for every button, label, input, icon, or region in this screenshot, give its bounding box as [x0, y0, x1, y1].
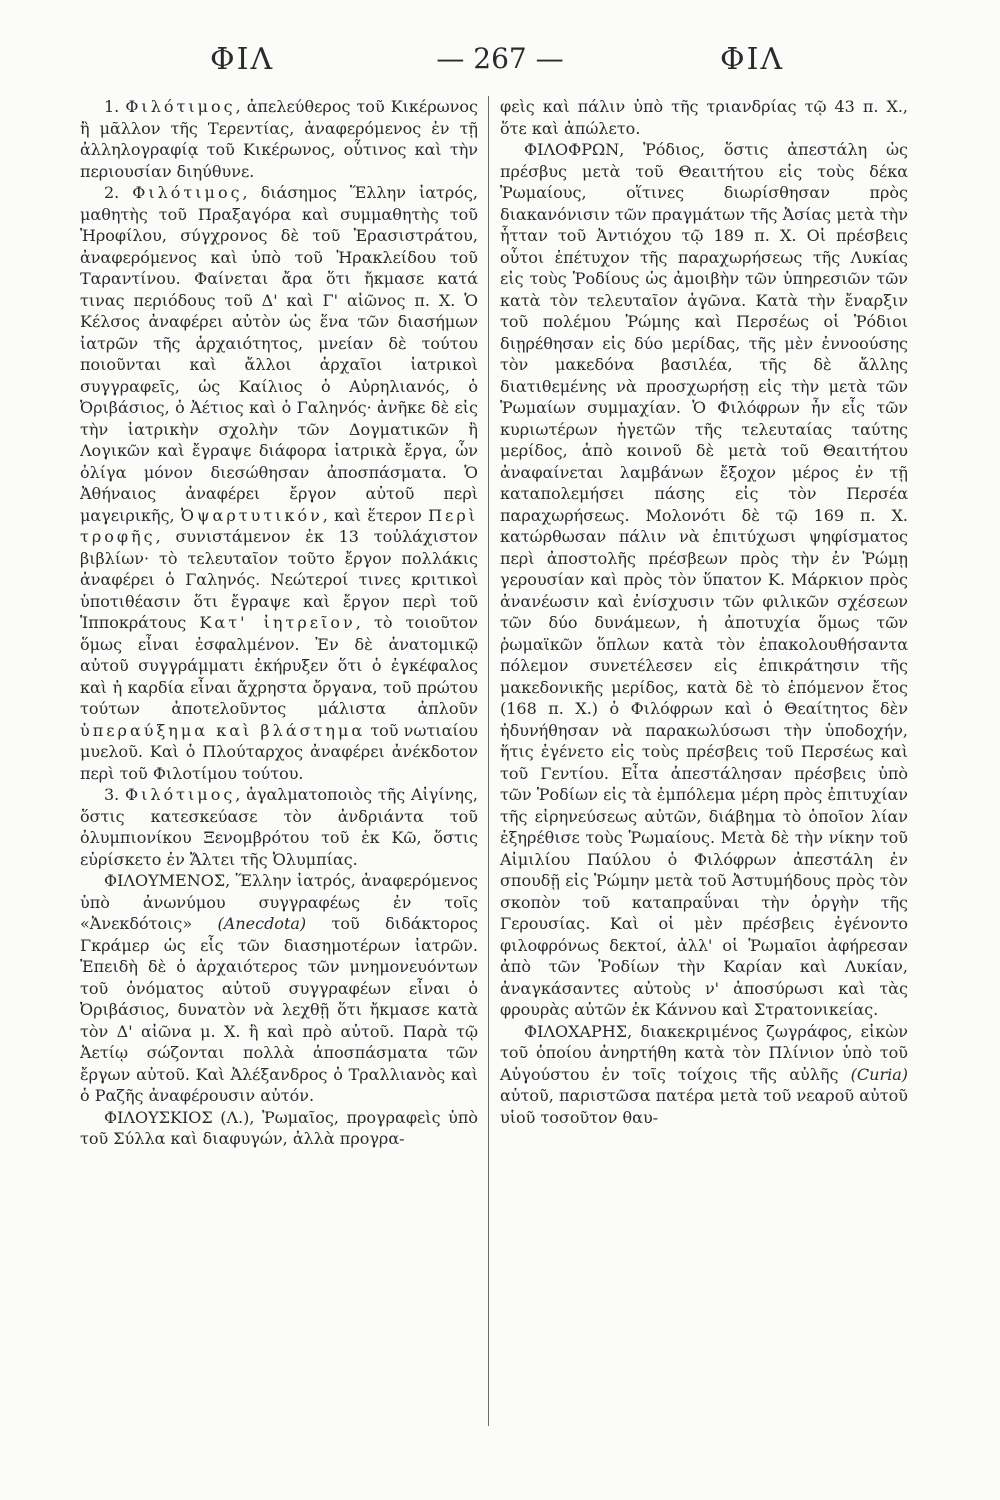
work-title: Ὀψαρτυτικόν [180, 505, 323, 525]
entry-text: , Ῥόδιος, ὅστις ἀπεστάλη ὡς πρέσβυς μετὰ τοῦ Θεαιτήτου εἰς τοὺς δέκα Ῥωμαίους, οἵτινες διωρίσθησαν πρὸς διακανόνισιν τῶν πραγμάτων τῆς Ἀσίας μετὰ τὴν ἧτταν τοῦ Ἀντιόχου τῷ 189 π. Χ. Οἱ πρέσβεις οὗτοι ἐπέτυχον τῆς παραχωρήσεως τῆς Λυκίας εἰς τοὺς Ῥοδίους ὡς ἀμοιβὴν τῶν ὑπηρεσιῶν τῶν κατὰ τὸν τελευταῖον ἀγῶνα. Κατὰ τὴν ἔναρξιν τοῦ πολέμου Ῥώμης καὶ Περσέως οἱ Ῥόδιοι διῃρέθησαν εἰς δύο μερίδας, τῆς μὲν ἐννοούσης τὸν μακεδόνα βασιλέα, τῆς δὲ ἄλλης διατιθεμένης νὰ προσχωρήσῃ εἰς τὴν μετὰ τῶν Ῥωμαίων συμμαχίαν. Ὁ Φιλόφρων ἦν εἷς τῶν κυριωτέρων ἡγετῶν τῆς τελευταίας ταύτης μερίδος, ἀπὸ κοινοῦ δὲ μετὰ τοῦ Θεαιτήτου ἀναφαίνεται λαμβάνων ἔξοχον μέρος ἐν τῇ καταπολεμήσει πάσης εἰς τὸν Περσέα παραχωρήσεως. Μολονότι δὲ τῷ 169 π. Χ. κατώρθωσαν πάλιν νὰ ἐπιτύχωσι ψηφίσματος περὶ ἀποστολῆς πρέσβεων πρὸς τὴν ἐν Ῥώμῃ γερουσίαν καὶ πρὸς τὸν ὕπατον Κ. Μάρκιον πρὸς ἀνανέωσιν καὶ ἐνίσχυσιν τῶν φιλικῶν σχέσεων τῶν δύο δυνάμεων, ἡ ἀποτυχία ὅμως τῶν ῥωμαϊκῶν ὅπλων κατὰ τὸν ἐπακολουθήσαντα πόλεμον συνετέλεσεν εἰς ἐπικράτησιν τῆς μακεδονικῆς μερίδος, κατὰ δὲ τὸ ἑπόμενον ἔτος (168 π. Χ.) ὁ Φιλόφρων καὶ ὁ Θεαίτητος δὲν ἠδυνήθησαν νὰ παρακωλύσωσι τὴν ὑποδοχήν, ἥτις ἐγένετο εἰς τοὺς πρέσβεις τοῦ Περσέως καὶ τοῦ Γεντίου. Εἶτα ἀπεστάλησαν πρέσβεις ὑπὸ τῶν Ῥοδίων εἰς τὰ ἐμπόλεμα μέρη πρὸς ἐπιτυχίαν τῆς εἰρηνεύσεως αὐτῶν, διάβημα τὸ ὁποῖον λίαν ἐξηρέθισε τοὺς Ῥωμαίους. Μετὰ δὲ τὴν νίκην τοῦ Αἰμιλίου Παύλου ὁ Φιλόφρων ἀπεστάλη ἐν σπουδῇ εἰς Ῥώμην μετὰ τοῦ Ἀστυμήδους πρὸς τὸν σκοπὸν τοῦ καταπραΰναι τὴν ὀργὴν τῆς Γερουσίας. Καὶ οἱ μὲν πρέσβεις ἐγένοντο φιλοφρόνως δεκτοί, ἀλλ' οἱ Ῥωμαῖοι ἀφήρεσαν ἀπὸ τῶν Ῥοδίων τὴν Καρίαν καὶ Λυκίαν, ἀναγκάσαντες αὐτοὺς ν' ἀποσύρωσι καὶ τὰς φρουρὰς αὐτῶν ἐκ Κάννου καὶ Στρατονικείας. [500, 140, 908, 1019]
entry-text: , συνιστάμενον ἐκ 13 τοὐλάχιστον βιβλίων· τὸ τελευταῖον τοῦτο ἔργον πολλάκις ἀναφέρει ὁ Γαληνός. Νεώτεροί τινες κριτικοὶ ὑποτιθέασιν ὅτι ἔγραψε καὶ ἔργον περὶ τοῦ Ἱπποκράτους [80, 527, 478, 632]
entry-text: φεὶς καὶ πάλιν ὑπὸ τῆς τριανδρίας τῷ 43 π. Χ., ὅτε καὶ ἀπώλετο. [500, 97, 908, 138]
library-watermark-stamp [640, 1356, 970, 1416]
latin-term: (Anecdota) [217, 914, 307, 933]
entry-number: 1. [104, 97, 126, 116]
entry-headword: ΦΙΛΟΥΜΕΝΟΣ [104, 871, 226, 890]
entry-text: , διακεκριμένος ζωγράφος, εἰκὼν τοῦ ὁποίου ἀνηρτήθη κατὰ τὸν Πλίνιον ὑπὸ τοῦ Αὐγούστου ἐν τοῖς τοίχοις τῆς αὐλῆς [500, 1021, 908, 1084]
latin-term: (Curia) [850, 1064, 908, 1084]
entry-headword: Φιλότιμος [125, 785, 236, 804]
entry-headword: ΦΙΛΟΥΣΚΙΟΣ [104, 1107, 213, 1127]
entry-text: , ἀπελεύθερος τοῦ Κικέρωνος ἢ μᾶλλον τῆς Τερεντίας, ἀναφερόμενος ἐν τῇ ἀλληλογραφίᾳ τοῦ Κικέρωνος, οὗτινος καὶ τὴν περιουσίαν διηύθυνε. [80, 97, 478, 181]
entry-headword: Φιλότιμος [132, 183, 243, 202]
entry-text: , καὶ ἕτερον [322, 505, 429, 525]
entry-headword: ΦΙΛΟΧΑΡΗΣ [524, 1021, 628, 1041]
emphasized-phrase: ὑπεραύξημα καὶ βλάστημα [80, 720, 366, 740]
column-divider [488, 96, 489, 1426]
header-right-guideword: ΦΙΛ [720, 42, 785, 77]
entry-philochares [500, 1021, 908, 1129]
entry-number: 2. [104, 183, 133, 202]
entry-text: , Ἕλλην ἰατρός, ἀναφερόμενος ὑπὸ ἀνωνύμου συγγραφέως ἐν τοῖς «Ἀνεκδότοις» [80, 871, 478, 933]
left-column [80, 96, 478, 1150]
right-column [500, 96, 908, 1128]
entry-philotimos-3 [80, 784, 478, 870]
entry-philouskios [80, 1107, 478, 1150]
entry-text: τοῦ νωτιαίου μυελοῦ. Καὶ ὁ Πλούταρχος ἀναφέρει ἀνέκδοτον περὶ τοῦ Φιλοτίμου τούτου. [80, 720, 479, 783]
entry-number: 3. [104, 785, 125, 804]
entry-philotimos-1 [80, 96, 478, 182]
page-number: — 267 — [436, 42, 564, 75]
entry-headword: Φιλότιμος [125, 97, 236, 116]
work-title: Περὶ τροφῆς [80, 505, 478, 546]
entry-headword: ΦΙΛΟΦΡΩΝ [524, 140, 620, 159]
entry-philophron [500, 139, 908, 1021]
entry-text: τοῦ διδάκτορος Γκράμερ ὡς εἷς τῶν διασημοτέρων ἰατρῶν. Ἐπειδὴ δὲ ὁ ἀρχαιότερος τῶν μνημονευόντων τοῦ ὀνόματος αὐτοῦ συγγραφέων εἶναι ὁ Ὀριβάσιος, δυνατὸν νὰ λεχθῇ ὅτι ἤκμασε κατὰ τὸν Δ' αἰῶνα μ. Χ. ἢ καὶ πρὸ αὐτοῦ. Παρὰ τῷ Ἀετίῳ σώζονται πολλὰ ἀποσπάσματα τῶν ἔργων αὐτοῦ. Καὶ Ἀλέξανδρος ὁ Τραλλιανὸς καὶ ὁ Ραζῆς ἀναφέρουσιν αὐτόν. [80, 914, 478, 1105]
entry-text: , διάσημος Ἕλλην ἰατρός, μαθητὴς τοῦ Πραξαγόρα καὶ συμμαθητὴς τοῦ Ἡροφίλου, σύγχρονος δὲ τοῦ Ἐρασιστράτου, ἀναφερόμενος καὶ ὑπὸ τοῦ Ἡρακλείδου τοῦ Ταραντίνου. Φαίνεται ἄρα ὅτι ἤκμασε κατά τινας περιόδους τοῦ Δ' καὶ Γ' αἰῶνος π. Χ. Ὁ Κέλσος ἀναφέρει αὐτὸν ὡς ἕνα τῶν διασήμων ἰατρῶν τῆς ἀρχαιότητος, μνείαν δὲ τούτου ποιοῦνται καὶ ἄλλοι ἀρχαῖοι ἰατρικοὶ συγγραφεῖς, ὡς Καίλιος ὁ Αὐρηλιανός, ὁ Ὀριβάσιος, ὁ Ἀέτιος καὶ ὁ Γαληνός· ἀνῆκε δὲ εἰς τὴν ἰατρικὴν σχολὴν τῶν Δογματικῶν ἢ Λογικῶν καὶ ἔγραψε διάφορα ἰατρικὰ ἔργα, ὧν ὀλίγα μόνον διεσώθησαν ἀποσπάσματα. Ὁ Ἀθήναιος ἀναφέρει ἔργον αὐτοῦ περὶ μαγειρικῆς, [80, 183, 478, 525]
entry-text: αὐτοῦ, παριστῶσα πατέρα μετὰ τοῦ νεαροῦ αὐτοῦ υἱοῦ τοσοῦτον θαυ- [500, 1086, 908, 1127]
entry-philoumenos [80, 870, 478, 1107]
header-left-guideword: ΦΙΛ [210, 42, 275, 77]
entry-text: (Λ.), Ῥωμαῖος, προγραφεὶς ὑπὸ τοῦ Σύλλα καὶ διαφυγών, ἀλλὰ προγρα- [80, 1107, 478, 1148]
entry-text: , τὸ τοιοῦτον ὅμως εἶναι ἐσφαλμένον. Ἐν δὲ ἀνατομικῷ αὐτοῦ συγγράμματι ἐκήρυξεν ὅτι ὁ ἐγκέφαλος καὶ ἡ καρδία εἶναι ἄχρηστα ὄργανα, τοῦ πρώτου τούτων ἀποτελοῦντος μάλιστα ἁπλοῦν [80, 613, 478, 718]
entry-philotimos-2 [80, 182, 478, 784]
entry-philouskios-continued [500, 96, 908, 139]
entry-text: , ἀγαλματοποιὸς τῆς Αἰγίνης, ὅστις κατεσκεύασε τὸν ἀνδριάντα τοῦ ὀλυμπιονίκου Ξενομβρότου τοῦ ἐκ Κῶ, ὅστις εὑρίσκετο ἐν Ἄλτει τῆς Ὀλυμπίας. [80, 785, 478, 869]
running-header [0, 42, 1000, 88]
work-title: Κατ' ἰητρεῖον [199, 613, 356, 632]
